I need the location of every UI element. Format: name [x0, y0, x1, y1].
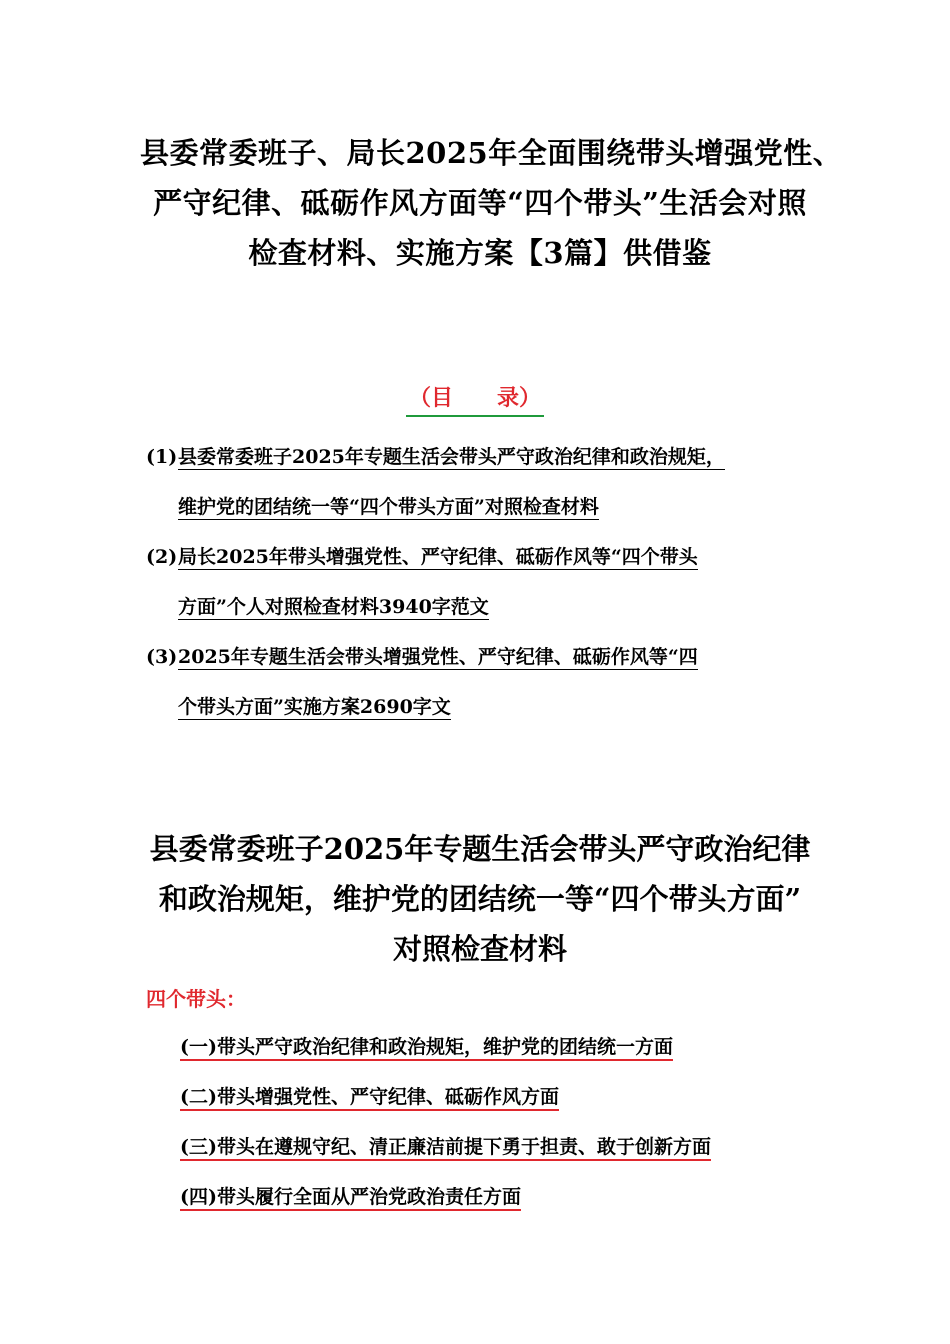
- table-of-contents: [146, 432, 826, 732]
- toc-item-line: [178, 432, 826, 482]
- toc-item-3[interactable]: [146, 632, 826, 732]
- toc-item-line: [178, 682, 826, 732]
- toc-item-2[interactable]: [146, 532, 826, 632]
- list-item: [180, 1122, 840, 1172]
- toc-item-number: (1): [146, 446, 178, 468]
- list-item-text: (三)带头在遵规守纪、清正廉洁前提下勇于担责、敢于创新方面: [180, 1136, 711, 1161]
- toc-item-number: (2): [146, 546, 178, 568]
- list-item-text: (四)带头履行全面从严治党政治责任方面: [180, 1186, 521, 1211]
- document-title-line: 检查材料、实施方案【3篇】供借鉴: [248, 236, 712, 270]
- toc-item-line: [178, 482, 826, 532]
- four-heads-label: 四个带头：: [146, 987, 246, 1011]
- section-title-line: 对照检查材料: [392, 932, 567, 966]
- toc-item-link-text[interactable]: 局长2025年带头增强党性、严守纪律、砥砺作风等“四个带头: [178, 546, 698, 568]
- document-title-line: 县委常委班子、局长2025年全面围绕带头增强党性、: [140, 136, 843, 170]
- section-title-line: 县委常委班子2025年专题生活会带头严守政治纪律: [149, 832, 811, 866]
- toc-item-link-text[interactable]: 2025年专题生活会带头增强党性、严守纪律、砥砺作风等“四: [178, 646, 698, 668]
- toc-item-line: [178, 582, 826, 632]
- section-title: [140, 824, 820, 974]
- toc-heading: （目 录）: [406, 382, 544, 417]
- list-item: [180, 1072, 840, 1122]
- toc-item-link-text[interactable]: 维护党的团结统一等“四个带头方面”对照检查材料: [178, 496, 599, 518]
- list-item-text: (一)带头严守政治纪律和政治规矩，维护党的团结统一方面: [180, 1036, 673, 1061]
- list-item: [180, 1172, 840, 1222]
- four-heads-list: [180, 1022, 840, 1222]
- toc-item-link-text[interactable]: 个带头方面”实施方案2690字文: [178, 696, 451, 718]
- list-item: [180, 1022, 840, 1072]
- toc-item-link-text[interactable]: 方面”个人对照检查材料3940字范文: [178, 596, 489, 618]
- toc-item-line: [178, 532, 826, 582]
- document-title: [140, 128, 843, 278]
- list-item-text: (二)带头增强党性、严守纪律、砥砺作风方面: [180, 1086, 559, 1111]
- toc-item-number: (3): [146, 646, 178, 668]
- document-title-line: 严守纪律、砥砺作风方面等“四个带头”生活会对照: [153, 186, 807, 220]
- toc-item-link-text[interactable]: 县委常委班子2025年专题生活会带头严守政治纪律和政治规矩，: [178, 446, 725, 468]
- toc-item-1[interactable]: [146, 432, 826, 532]
- toc-item-line: [178, 632, 826, 682]
- section-title-line: 和政治规矩，维护党的团结统一等“四个带头方面”: [158, 882, 802, 916]
